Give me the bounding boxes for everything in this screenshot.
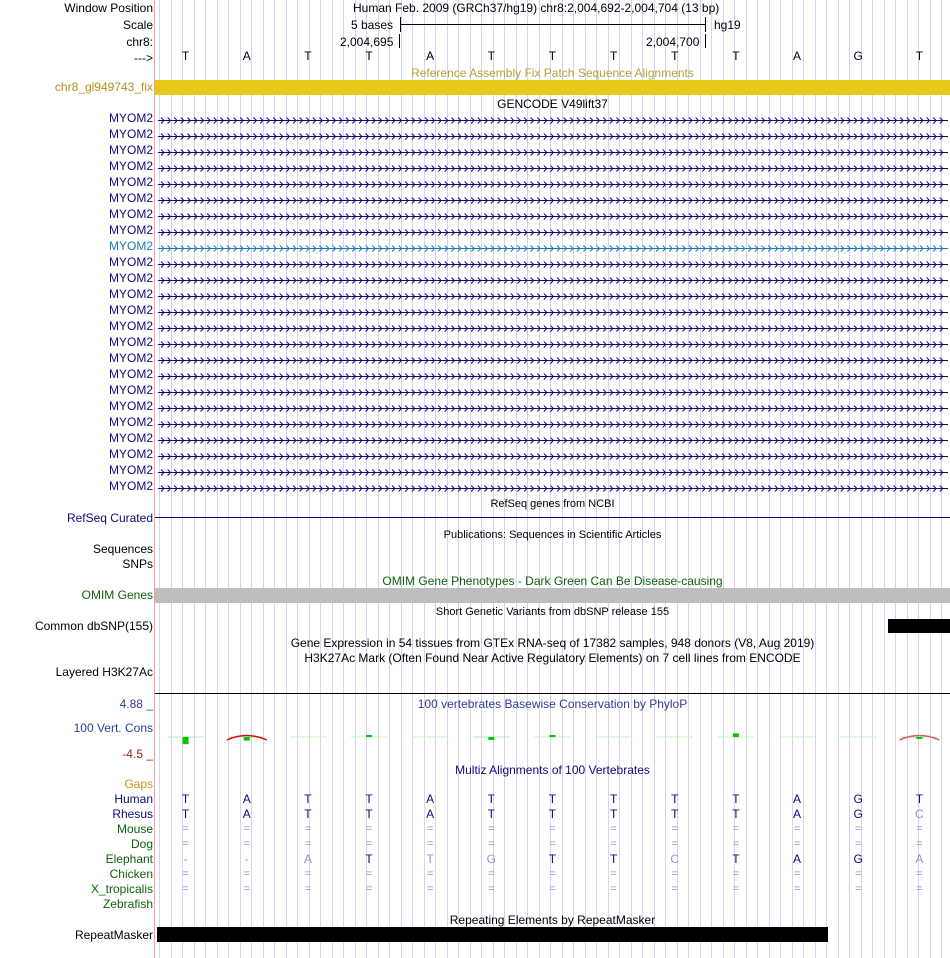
gencode-transcript-label[interactable]: MYOM2 — [108, 447, 153, 461]
label-divider — [154, 0, 155, 958]
multiz-base: = — [671, 838, 678, 850]
gaps-label[interactable]: Gaps — [124, 777, 153, 791]
fix-patch-title: Reference Assembly Fix Patch Sequence Alignments — [411, 66, 694, 80]
scale-bar-right-tick — [705, 17, 706, 32]
multiz-base: A — [426, 807, 435, 821]
multiz-base: A — [242, 792, 251, 806]
multiz-species-label[interactable]: Rhesus — [112, 807, 153, 821]
multiz-base: A — [793, 807, 802, 821]
grid-line — [895, 0, 896, 958]
phylop-bar — [733, 733, 739, 737]
grid-line — [757, 0, 758, 958]
grid-line — [470, 0, 471, 958]
grid-line — [159, 0, 160, 958]
gencode-transcript-label[interactable]: MYOM2 — [108, 223, 153, 237]
multiz-base: = — [426, 838, 434, 850]
multiz-base: = — [243, 883, 250, 895]
gencode-transcript-label[interactable]: MYOM2 — [108, 415, 153, 429]
multiz-base: = — [732, 823, 740, 835]
multiz-base: T — [181, 807, 190, 821]
phylop-bar — [916, 737, 922, 739]
gencode-transcript-intron[interactable] — [158, 146, 948, 155]
multiz-base: = — [243, 868, 250, 880]
multiz-base: = — [304, 883, 312, 895]
coord-right: 2,004,700 — [646, 35, 700, 49]
reference-base: A — [242, 49, 251, 63]
gencode-transcript-intron[interactable] — [158, 130, 948, 139]
multiz-base: = — [304, 868, 312, 880]
reference-base: T — [548, 49, 557, 63]
gencode-transcript-label[interactable]: MYOM2 — [108, 479, 153, 493]
h3k27ac-label[interactable]: Layered H3K27Ac — [55, 665, 153, 679]
gencode-transcript-label[interactable]: MYOM2 — [108, 431, 153, 445]
gencode-transcript-label[interactable]: MYOM2 — [108, 335, 153, 349]
multiz-base: = — [488, 883, 495, 895]
repeatmasker-block[interactable] — [157, 927, 828, 942]
strand-arrow-label: ---> — [134, 51, 153, 65]
reference-base: G — [853, 49, 863, 63]
multiz-base: = — [732, 868, 740, 880]
phylop-max-label: 4.88 _ — [119, 697, 153, 711]
gencode-transcript-label[interactable]: MYOM2 — [108, 351, 153, 365]
multiz-base: = — [610, 868, 617, 880]
multiz-base: A — [303, 852, 312, 866]
reference-base: T — [609, 49, 618, 63]
gencode-transcript-intron[interactable] — [158, 258, 948, 267]
grid-line — [217, 0, 218, 958]
refseq-title: RefSeq genes from NCBI — [490, 498, 615, 510]
grid-line — [228, 0, 229, 958]
grid-line — [930, 0, 931, 958]
repeatmasker-label[interactable]: RepeatMasker — [74, 928, 153, 942]
coord-left-tick — [399, 34, 400, 48]
multiz-base: = — [793, 823, 801, 835]
reference-base: T — [732, 49, 740, 63]
grid-line — [205, 0, 206, 958]
refseq-label[interactable]: RefSeq Curated — [66, 511, 153, 525]
grid-line — [711, 0, 712, 958]
gencode-transcript-intron[interactable] — [158, 434, 948, 443]
grid-line — [389, 0, 390, 958]
omim-title: OMIM Gene Phenotypes - Dark Green Can Be Disease-causing — [382, 574, 723, 588]
grid-line — [171, 0, 172, 958]
db-label: hg19 — [714, 18, 741, 32]
multiz-base: = — [671, 823, 678, 835]
multiz-base: - — [183, 852, 188, 866]
multiz-base: A — [242, 807, 251, 821]
grid-line — [332, 0, 333, 958]
gencode-transcript-intron[interactable] — [158, 370, 948, 379]
multiz-base: = — [365, 838, 373, 850]
multiz-base: = — [610, 823, 617, 835]
gencode-transcript-label[interactable]: MYOM2 — [108, 383, 153, 397]
multiz-base: = — [365, 823, 373, 835]
grid-line — [286, 0, 287, 958]
repeatmasker-title: Repeating Elements by RepeatMasker — [449, 913, 656, 927]
grid-line — [447, 0, 448, 958]
grid-line — [539, 0, 540, 958]
phylop-min-label: -4.5 _ — [122, 747, 153, 761]
gencode-transcript-intron[interactable] — [158, 114, 948, 123]
grid-line — [585, 0, 586, 958]
grid-line — [412, 0, 413, 958]
grid-line — [274, 0, 275, 958]
multiz-base: = — [549, 823, 556, 835]
reference-base: A — [426, 49, 435, 63]
multiz-base: = — [426, 883, 434, 895]
scale-bases-text: 5 bases — [351, 18, 394, 32]
multiz-base: G — [853, 852, 863, 866]
phylop-title: 100 vertebrates Basewise Conservation by PhyloP — [417, 697, 688, 711]
gencode-transcript-intron[interactable] — [158, 338, 948, 347]
multiz-base: G — [853, 792, 863, 806]
gencode-transcript-intron[interactable] — [158, 322, 948, 331]
grid-line — [516, 0, 517, 958]
multiz-base: = — [549, 838, 556, 850]
multiz-base: A — [793, 792, 802, 806]
multiz-base: = — [732, 838, 740, 850]
gencode-transcript-label[interactable]: MYOM2 — [108, 143, 153, 157]
multiz-base: = — [182, 883, 189, 895]
gencode-transcript-intron[interactable] — [158, 386, 948, 395]
multiz-base: T — [487, 807, 495, 821]
multiz-base: T — [487, 792, 495, 806]
grid-line — [573, 0, 574, 958]
gencode-transcript-label[interactable]: MYOM2 — [108, 127, 153, 141]
multiz-base: A — [915, 852, 924, 866]
multiz-base: T — [365, 852, 373, 866]
multiz-base: = — [855, 883, 862, 895]
gencode-transcript-label[interactable]: MYOM2 — [108, 367, 153, 381]
multiz-base: T — [426, 852, 434, 866]
gencode-transcript-intron[interactable] — [158, 482, 948, 491]
multiz-base: - — [244, 852, 249, 866]
multiz-title: Multiz Alignments of 100 Vertebrates — [455, 763, 650, 777]
multiz-base: = — [916, 823, 923, 835]
reference-base: T — [304, 49, 312, 63]
multiz-base: G — [853, 807, 863, 821]
gencode-transcript-label[interactable]: MYOM2 — [108, 159, 153, 173]
grid-line — [907, 0, 908, 958]
multiz-species-label[interactable]: Mouse — [116, 822, 153, 836]
multiz-base: T — [548, 792, 557, 806]
multiz-base: = — [182, 838, 189, 850]
gencode-transcript-intron[interactable] — [158, 242, 948, 251]
gencode-transcript-intron[interactable] — [158, 194, 948, 203]
h3k27ac-title: H3K27Ac Mark (Often Found Near Active Regulatory Elements) on 7 cell lines from ENCODE — [304, 651, 801, 665]
multiz-base: T — [915, 792, 924, 806]
gencode-transcript-label[interactable]: MYOM2 — [108, 319, 153, 333]
multiz-species-label[interactable]: X_tropicalis — [90, 882, 153, 896]
grid-line — [872, 0, 873, 958]
gencode-transcript-intron[interactable] — [158, 162, 948, 171]
gencode-transcript-intron[interactable] — [158, 290, 948, 299]
multiz-base: = — [304, 823, 312, 835]
fix-patch-label[interactable]: chr8_gl949743_fix — [54, 80, 153, 94]
gencode-transcript-intron[interactable] — [158, 274, 948, 283]
multiz-base: T — [304, 792, 312, 806]
multiz-base: = — [855, 838, 862, 850]
reference-base: T — [915, 49, 924, 63]
grid-line — [838, 0, 839, 958]
h3k27ac-baseline — [155, 693, 950, 694]
reference-base: A — [793, 49, 802, 63]
multiz-base: = — [243, 823, 250, 835]
multiz-base: = — [793, 883, 801, 895]
multiz-species-label[interactable]: Dog — [130, 837, 153, 851]
grid-line — [458, 0, 459, 958]
scale-bar-left-tick — [400, 17, 401, 32]
multiz-base: = — [916, 838, 923, 850]
gencode-transcript-label[interactable]: MYOM2 — [108, 255, 153, 269]
grid-line — [320, 0, 321, 958]
grid-line — [941, 0, 942, 958]
phylop-bar — [366, 735, 372, 737]
gencode-transcript-label[interactable]: MYOM2 — [108, 271, 153, 285]
multiz-base: T — [609, 852, 618, 866]
multiz-base: T — [609, 792, 618, 806]
grid-line — [343, 0, 344, 958]
chrom-label: chr8: — [126, 35, 153, 49]
gencode-transcript-label[interactable]: MYOM2 — [108, 303, 153, 317]
reference-base: T — [487, 49, 495, 63]
multiz-base: T — [304, 807, 312, 821]
multiz-species-label[interactable]: Elephant — [105, 852, 153, 866]
gencode-transcript-label[interactable]: MYOM2 — [108, 191, 153, 205]
reference-base: T — [365, 49, 373, 63]
gencode-transcript-label[interactable]: MYOM2 — [108, 175, 153, 189]
phylop-bar — [488, 737, 494, 740]
multiz-base: T — [671, 792, 679, 806]
multiz-base: = — [916, 868, 923, 880]
reference-base: T — [181, 49, 190, 63]
window-position-label: Window Position — [64, 1, 153, 15]
assembly-position-text: Human Feb. 2009 (GRCh37/hg19) chr8:2,004,692-2,004,704 (13 bp) — [353, 1, 720, 15]
multiz-base: = — [182, 823, 189, 835]
multiz-base: = — [488, 823, 495, 835]
multiz-species-label[interactable]: Chicken — [109, 867, 153, 881]
grid-line — [884, 0, 885, 958]
omim-bar[interactable] — [155, 588, 950, 603]
grid-line — [504, 0, 505, 958]
gtex-title: Gene Expression in 54 tissues from GTEx RNA-seq of 17382 samples, 948 donors (V8, Aug 2019) — [290, 636, 815, 650]
multiz-base: = — [610, 883, 617, 895]
multiz-base: = — [426, 868, 434, 880]
multiz-base: = — [916, 883, 923, 895]
phylop-bar — [183, 737, 189, 744]
phylop-graph[interactable] — [155, 726, 950, 746]
multiz-base: = — [549, 868, 556, 880]
multiz-base: = — [732, 883, 740, 895]
multiz-base: T — [548, 852, 557, 866]
grid-line — [815, 0, 816, 958]
grid-line — [723, 0, 724, 958]
gencode-transcript-intron[interactable] — [158, 450, 948, 459]
multiz-base: = — [182, 868, 189, 880]
publications-sequences-label[interactable]: Sequences — [92, 542, 153, 556]
grid-line — [527, 0, 528, 958]
grid-line — [769, 0, 770, 958]
grid-line — [263, 0, 264, 958]
grid-line — [355, 0, 356, 958]
multiz-base: T — [732, 792, 740, 806]
dbsnp-label[interactable]: Common dbSNP(155) — [34, 619, 153, 633]
gencode-transcript-intron[interactable] — [158, 466, 948, 475]
publications-title: Publications: Sequences in Scientific Articles — [443, 529, 662, 541]
multiz-base: C — [915, 807, 924, 821]
gencode-transcript-intron[interactable] — [158, 306, 948, 315]
fix-patch-bar[interactable] — [155, 80, 950, 95]
grid-line — [826, 0, 827, 958]
dbsnp-title: Short Genetic Variants from dbSNP release 155 — [435, 606, 670, 618]
multiz-base: A — [426, 792, 435, 806]
multiz-base: = — [610, 838, 617, 850]
multiz-base: G — [486, 852, 496, 866]
gencode-transcript-intron[interactable] — [158, 402, 948, 411]
gencode-transcript-intron[interactable] — [158, 354, 948, 363]
grid-line — [688, 0, 689, 958]
grid-line — [700, 0, 701, 958]
phylop-label[interactable]: 100 Vert. Cons — [73, 721, 153, 735]
multiz-base: = — [365, 883, 373, 895]
gencode-transcript-label[interactable]: MYOM2 — [108, 463, 153, 477]
multiz-base: = — [365, 868, 373, 880]
gencode-transcript-label[interactable]: MYOM2 — [108, 399, 153, 413]
omim-label[interactable]: OMIM Genes — [81, 588, 153, 602]
gencode-transcript-label[interactable]: MYOM2 — [108, 207, 153, 221]
phylop-bar — [549, 735, 555, 737]
publications-snps-label[interactable]: SNPs — [122, 557, 153, 571]
multiz-base: = — [671, 868, 678, 880]
multiz-base: C — [670, 852, 680, 866]
coord-left: 2,004,695 — [340, 35, 394, 49]
multiz-base: = — [855, 823, 862, 835]
multiz-base: = — [426, 823, 434, 835]
multiz-base: T — [609, 807, 618, 821]
grid-line — [780, 0, 781, 958]
dbsnp-variant-block[interactable] — [888, 619, 950, 633]
multiz-base: = — [671, 883, 678, 895]
grid-line — [642, 0, 643, 958]
scale-label: Scale — [122, 18, 153, 32]
gencode-transcript-intron[interactable] — [158, 226, 948, 235]
gencode-title: GENCODE V49lift37 — [497, 97, 608, 111]
gencode-transcript-intron[interactable] — [158, 178, 948, 187]
multiz-base: = — [855, 868, 862, 880]
gencode-transcript-intron[interactable] — [158, 210, 948, 219]
multiz-species-label[interactable]: Human — [114, 792, 153, 806]
gencode-transcript-label[interactable]: MYOM2 — [108, 111, 153, 125]
gencode-transcript-intron[interactable] — [158, 418, 948, 427]
multiz-base: = — [304, 838, 312, 850]
multiz-base: = — [488, 838, 495, 850]
multiz-base: A — [793, 852, 802, 866]
multiz-base: = — [793, 868, 801, 880]
multiz-base: T — [732, 852, 740, 866]
refseq-intron-line[interactable] — [155, 517, 950, 518]
reference-base: T — [671, 49, 679, 63]
gencode-transcript-label[interactable]: MYOM2 — [108, 239, 153, 253]
multiz-base: = — [549, 883, 556, 895]
multiz-species-label[interactable]: Zebrafish — [102, 897, 153, 911]
coord-right-tick — [705, 34, 706, 48]
phylop-bar — [244, 737, 250, 741]
grid-line — [631, 0, 632, 958]
multiz-base: T — [732, 807, 740, 821]
multiz-base: T — [365, 807, 373, 821]
grid-line — [401, 0, 402, 958]
grid-line — [596, 0, 597, 958]
multiz-base: = — [488, 868, 495, 880]
multiz-base: T — [181, 792, 190, 806]
multiz-base: = — [243, 838, 250, 850]
multiz-base: T — [365, 792, 373, 806]
multiz-base: T — [548, 807, 557, 821]
multiz-base: T — [671, 807, 679, 821]
grid-line — [654, 0, 655, 958]
gencode-transcript-label[interactable]: MYOM2 — [108, 287, 153, 301]
scale-bar — [400, 24, 706, 25]
multiz-base: = — [793, 838, 801, 850]
